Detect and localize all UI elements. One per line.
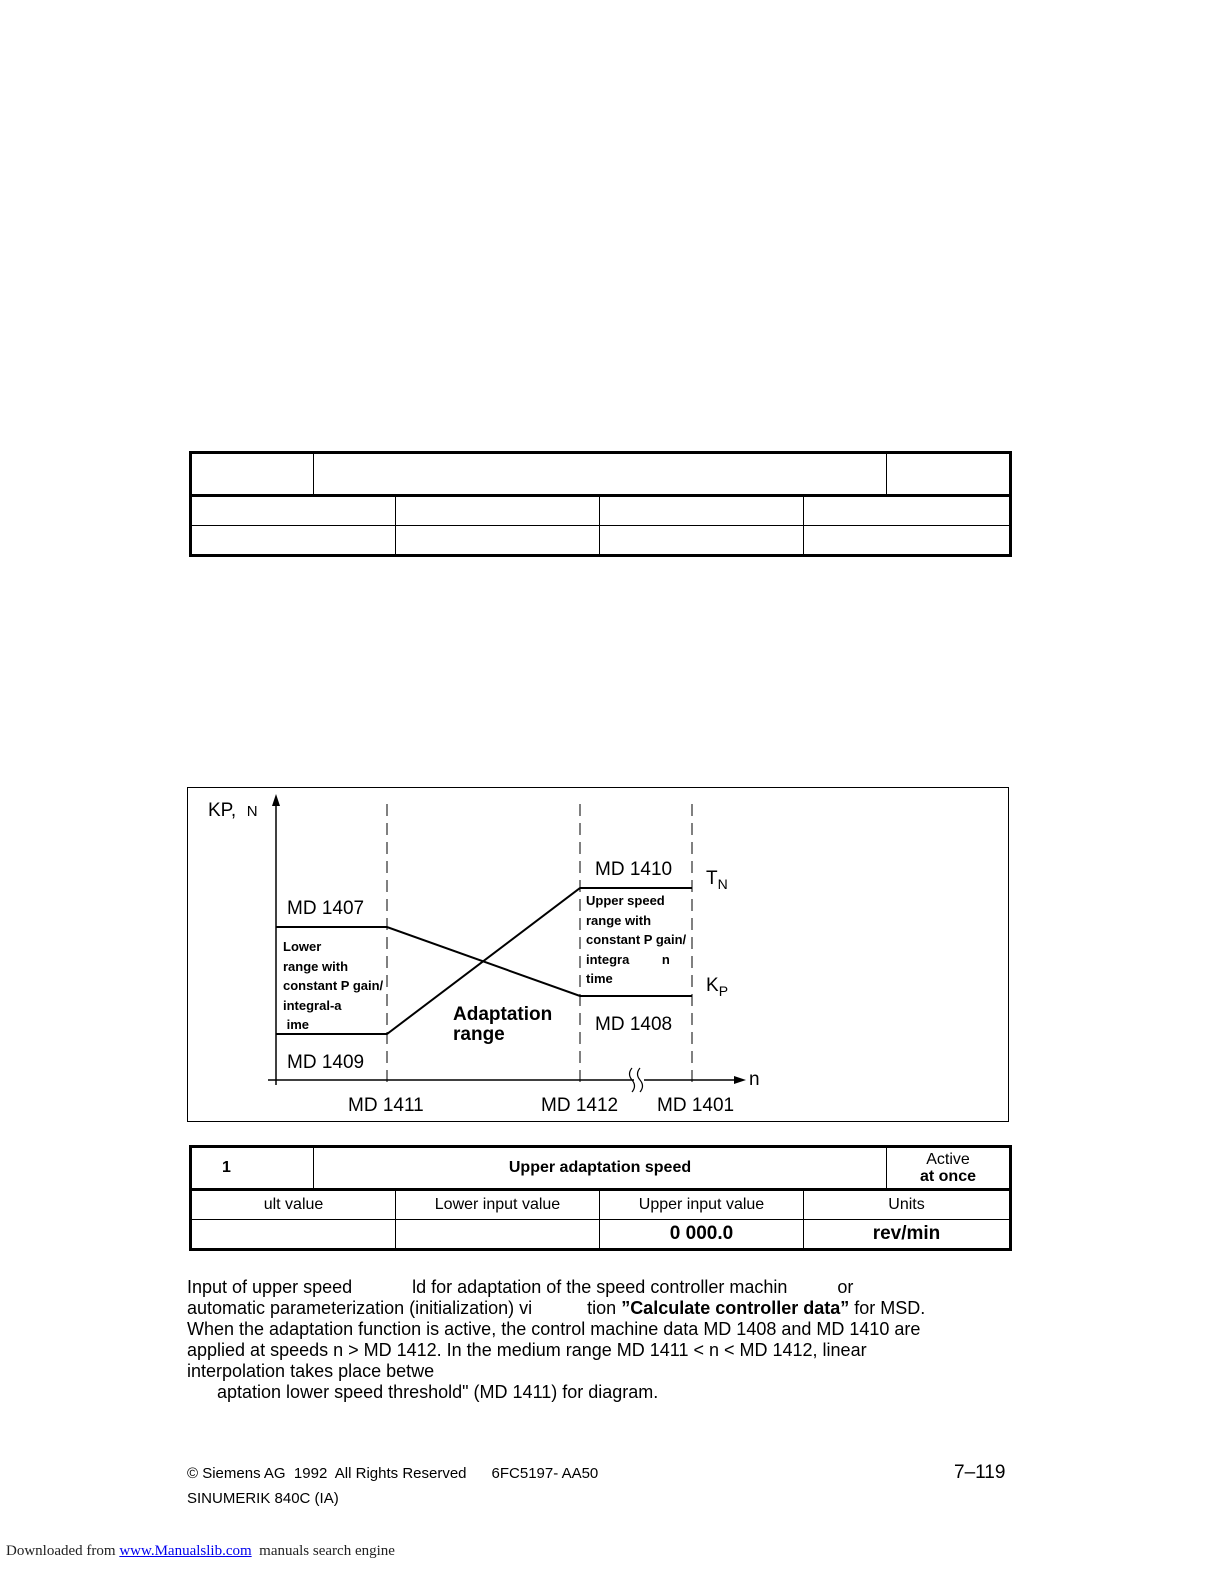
header-units — [804, 496, 1011, 526]
value-default — [191, 1220, 396, 1250]
value-upper-input — [600, 526, 804, 556]
page-number: 7–119 — [954, 1462, 1006, 1483]
manualslib-link[interactable]: www.Manualslib.com — [119, 1543, 252, 1559]
machine-data-table-top — [189, 451, 1012, 557]
y-axis-arrow — [272, 794, 280, 806]
x-axis-arrow — [734, 1076, 746, 1084]
y-axis-label: KP, N — [208, 800, 258, 821]
label-md1408: MD 1408 — [595, 1014, 673, 1035]
header-upper-input: Upper input value — [600, 1190, 804, 1220]
md-title: Upper adaptation speed — [314, 1147, 887, 1190]
label-adaptation-range: Adaptation range — [453, 1004, 553, 1045]
description-line: applied at speeds n > MD 1412. In the medium range MD 1411 < n < MD 1412, linear — [187, 1340, 867, 1360]
description-line: automatic parameterization (initialization) vi tion ”Calculate controller data” for MSD. — [187, 1298, 926, 1318]
md-number — [191, 453, 314, 496]
download-notice: Downloaded from www.Manualslib.com manuals search engine — [6, 1543, 395, 1559]
description-line: interpolation takes place betwe — [187, 1361, 435, 1381]
value-default — [191, 526, 396, 556]
label-kp: $K_P$ — [706, 975, 729, 999]
value-lower-input — [396, 526, 600, 556]
header-default-value — [191, 496, 396, 526]
label-md1409: MD 1409 — [287, 1052, 365, 1073]
header-units: Units — [804, 1190, 1011, 1220]
x-axis-label: n — [749, 1069, 760, 1090]
header-lower-input — [396, 496, 600, 526]
tick-md1411: MD 1411 — [348, 1095, 424, 1116]
md-active-status: Active at once — [887, 1147, 1011, 1190]
value-lower-input — [396, 1220, 600, 1250]
header-upper-input — [600, 496, 804, 526]
label-md1410: MD 1410 — [595, 859, 673, 880]
tick-md1412: MD 1412 — [541, 1095, 619, 1116]
description-line: When the adaptation function is active, the control machine data MD 1408 and MD 1410 are — [187, 1319, 921, 1339]
value-upper-input: 0 000.0 — [600, 1220, 804, 1250]
footer-copyright: © Siemens AG 1992 All Rights Reserved 6FC5197- AA50 — [187, 1465, 599, 1482]
md-number: 1 — [191, 1147, 314, 1190]
upper-range-description: Upper speed range with constant P gain/ integra n time — [586, 893, 687, 986]
machine-data-table-1401 — [189, 1145, 1012, 1251]
description-line: aptation lower speed threshold" (MD 1411) for diagram. — [187, 1382, 659, 1402]
adaptation-diagram — [187, 787, 1009, 1122]
axis-break-symbol — [630, 1068, 643, 1092]
header-default-value: ult value — [191, 1190, 396, 1220]
description-paragraph — [187, 1277, 1017, 1403]
header-lower-input: Lower input value — [396, 1190, 600, 1220]
value-units — [804, 526, 1011, 556]
lower-range-description: Lower range with constant P gain/ integral-a ime — [283, 939, 384, 1032]
md-title — [314, 453, 887, 496]
md-active-status — [887, 453, 1011, 496]
footer-product: SINUMERIK 840C (IA) — [187, 1490, 339, 1507]
value-units: rev/min — [804, 1220, 1011, 1250]
tick-md1401: MD 1401 — [657, 1095, 735, 1116]
label-tn: $T_N$ — [706, 868, 728, 892]
label-md1407: MD 1407 — [287, 898, 365, 919]
description-line: Input of upper speed ld for adaptation of the speed controller machin or — [187, 1277, 854, 1297]
